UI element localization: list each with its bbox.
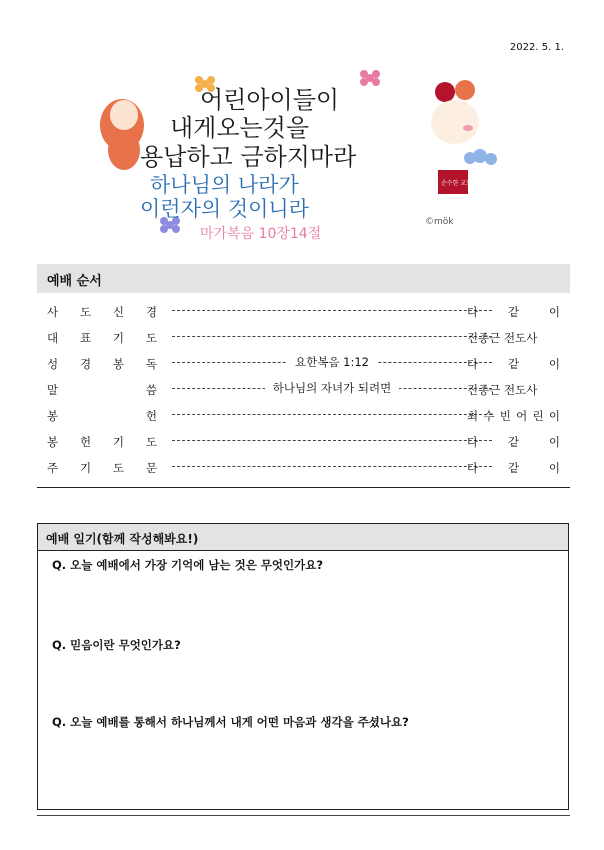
order-item-leader: 진종근 전도사 [467, 331, 538, 345]
church-stamp-text: 순수한 교회 [441, 180, 472, 187]
order-item-label: 봉 헌 기 도 [47, 435, 157, 449]
banner-line-5: 이런자의 것이니라 [140, 197, 309, 221]
order-row [37, 324, 570, 350]
banner-line-2: 내게오는것을 [170, 114, 310, 142]
order-row [37, 350, 570, 376]
order-item-leader: 진종근 전도사 [467, 383, 538, 397]
order-row [37, 454, 570, 480]
page-bottom-divider [37, 815, 570, 816]
journal-title: 예배 일기(함께 작성해봐요!) [38, 524, 568, 551]
worship-order-title: 예배 순서 [47, 274, 102, 289]
order-item-label: 말 씀 [47, 383, 157, 397]
banner-illustration [100, 70, 500, 245]
order-item-label: 주 기 도 문 [47, 461, 157, 475]
order-row [37, 402, 570, 428]
dashed-leader [172, 414, 492, 415]
order-row [37, 428, 570, 454]
brand-mark: ©mök [425, 217, 454, 227]
order-item-leader: 다 같 이 [467, 305, 560, 319]
order-row [37, 376, 570, 402]
journal-question-1: Q. 오늘 예배에서 가장 기억에 남는 것은 무엇인가요? [52, 558, 324, 572]
journal-question-3: Q. 오늘 예배를 통해서 하나님께서 내게 어떤 마음과 생각을 주셨나요? [52, 715, 409, 729]
order-item-leader: 다 같 이 [467, 435, 560, 449]
order-bottom-divider [37, 487, 570, 488]
journal-question-2: Q. 믿음이란 무엇인가요? [52, 638, 181, 652]
order-item-label: 봉 헌 [47, 409, 157, 423]
order-item-label: 성 경 봉 독 [47, 357, 157, 371]
order-item-detail: 요한복음 1:12 [172, 354, 492, 370]
girl-illustration-left [100, 99, 144, 170]
order-item-leader: 다 같 이 [467, 357, 560, 371]
dashed-leader [172, 310, 492, 311]
cloud-icon [464, 149, 497, 165]
order-item-label: 대 표 기 도 [47, 331, 157, 345]
dashed-leader [172, 440, 492, 441]
girl-illustration-right [431, 80, 479, 144]
banner-line-3: 용납하고 금하지마라 [140, 143, 357, 171]
banner-line-4: 하나님의 나라가 [150, 173, 299, 197]
worship-order-header [37, 264, 570, 293]
order-item-label: 사 도 신 경 [47, 305, 157, 319]
banner-line-1: 어린아이들이 [200, 86, 340, 114]
dashed-leader [172, 336, 492, 337]
flower-icon [360, 70, 380, 86]
order-row [37, 298, 570, 324]
order-item-leader: 최 수 빈 어 린 이 [467, 409, 560, 423]
banner-reference: 마가복음 10장14절 [200, 226, 322, 242]
worship-journal-box [37, 523, 569, 810]
order-item-leader: 다 같 이 [467, 461, 560, 475]
dashed-leader [172, 466, 492, 467]
date: 2022. 5. 1. [509, 42, 564, 53]
order-item-detail: 하나님의 자녀가 되려면 [172, 380, 492, 396]
